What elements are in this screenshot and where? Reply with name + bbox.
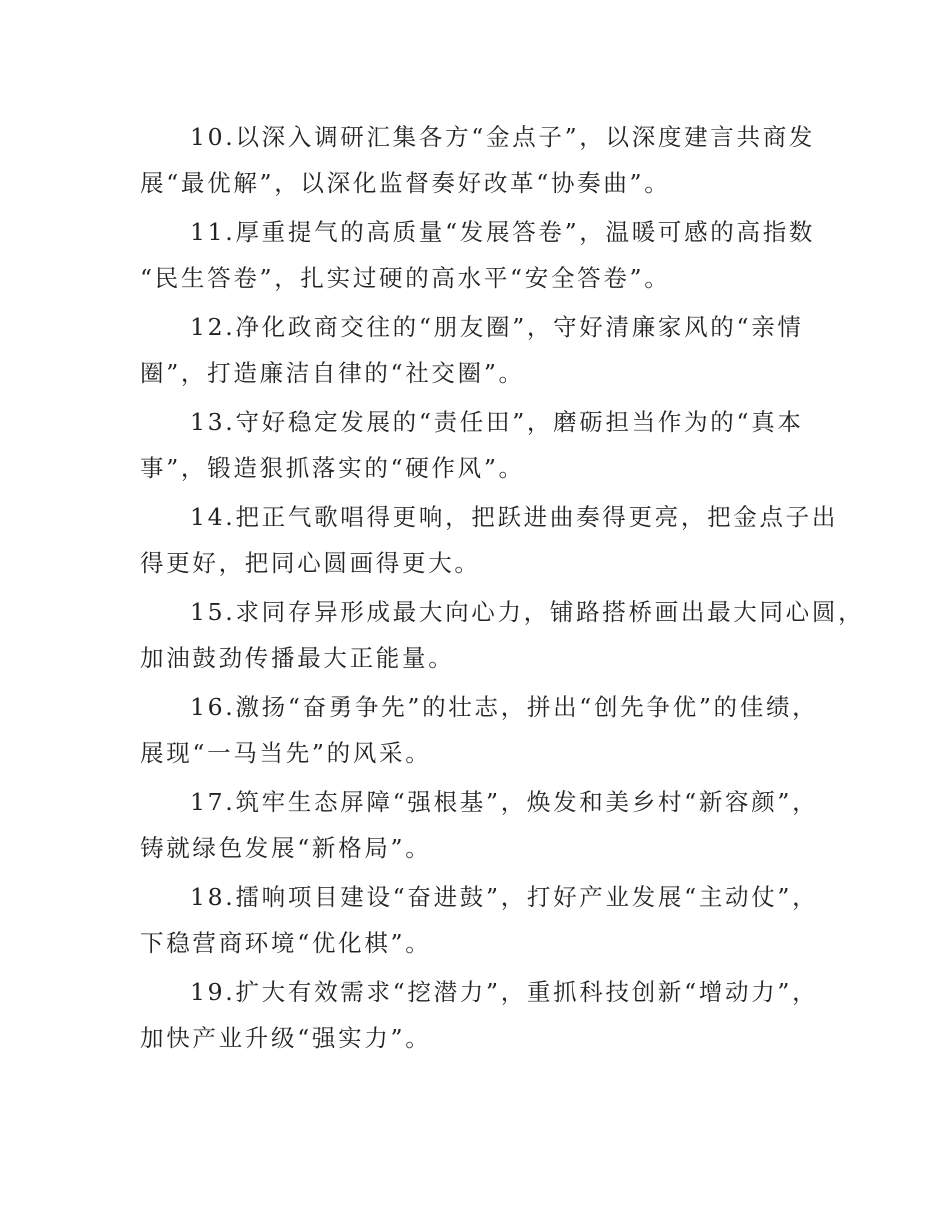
paragraph-line (140, 255, 812, 301)
paragraph-number: 17. (190, 788, 236, 816)
paragraph-line (140, 635, 812, 681)
paragraph-line (140, 825, 812, 871)
paragraph-line (140, 589, 865, 635)
paragraph-12 (140, 304, 812, 396)
paragraph-text: 以深入调研汇集各方“金点子”，以深度建言共商发 (235, 123, 816, 151)
paragraph-text: 把正气歌唱得更响，把跃进曲奏得更亮，把金点子出 (235, 503, 839, 531)
paragraph-text: 求同存异形成最大向心力，铺路搭桥画出最大同心圆， (235, 598, 865, 626)
paragraph-line (140, 494, 839, 540)
paragraph-number: 16. (190, 693, 236, 721)
paragraph-text: 展现“一马当先”的风采。 (140, 739, 432, 767)
paragraph-text: 激扬“奋勇争先”的壮志，拼出“创先争优”的佳绩， (235, 693, 819, 721)
paragraph-text: 展“最优解”，以深化监督奏好改革“协奏曲”。 (140, 169, 671, 197)
paragraph-text: 加快产业升级“强实力”。 (140, 1024, 432, 1052)
paragraph-line (140, 399, 812, 445)
paragraph-number: 13. (190, 408, 236, 436)
paragraph-line (140, 304, 812, 350)
paragraph-line (140, 684, 819, 730)
paragraph-text: “民生答卷”，扎实过硬的高水平“安全答卷”。 (140, 264, 671, 292)
paragraph-text: 扩大有效需求“挖潜力”，重抓科技创新“增动力”， (235, 978, 819, 1006)
paragraph-16 (140, 684, 819, 776)
paragraph-18 (140, 874, 819, 966)
paragraph-line (140, 969, 819, 1015)
paragraph-text: 净化政商交往的“朋友圈”，守好清廉家风的“亲情 (235, 313, 804, 341)
paragraph-line (140, 350, 812, 396)
paragraph-line (140, 730, 812, 776)
paragraph-number: 12. (190, 313, 236, 341)
paragraph-15 (140, 589, 865, 681)
paragraph-text: 守好稳定发展的“责任田”，磨砺担当作为的“真本 (235, 408, 804, 436)
paragraph-line (140, 445, 812, 491)
paragraph-line (140, 1015, 812, 1061)
paragraph-line (140, 779, 819, 825)
paragraph-19 (140, 969, 819, 1061)
paragraph-14 (140, 494, 839, 586)
paragraph-number: 10. (190, 123, 236, 151)
paragraph-text: 筑牢生态屏障“强根基”，焕发和美乡村“新容颜”， (235, 788, 819, 816)
paragraph-text: 加油鼓劲传播最大正能量。 (140, 644, 455, 672)
paragraph-11 (140, 209, 816, 301)
paragraph-text: 下稳营商环境“优化棋”。 (140, 929, 432, 957)
paragraph-13 (140, 399, 812, 491)
paragraph-line (140, 920, 812, 966)
paragraph-line (140, 114, 816, 160)
paragraph-number: 11. (190, 218, 236, 246)
paragraph-number: 18. (190, 883, 236, 911)
paragraph-10 (140, 114, 816, 206)
paragraph-line (140, 540, 812, 586)
paragraph-number: 19. (190, 978, 236, 1006)
paragraph-text: 擂响项目建设“奋进鼓”，打好产业发展“主动仗”， (235, 883, 819, 911)
paragraph-line (140, 209, 816, 255)
paragraph-line (140, 160, 812, 206)
paragraph-text: 厚重提气的高质量“发展答卷”，温暖可感的高指数 (235, 218, 816, 246)
paragraph-number: 15. (190, 598, 236, 626)
paragraph-17 (140, 779, 819, 871)
paragraph-text: 铸就绿色发展“新格局”。 (140, 834, 432, 862)
paragraph-line (140, 874, 819, 920)
paragraph-text: 得更好，把同心圆画得更大。 (140, 549, 481, 577)
paragraph-number: 14. (190, 503, 236, 531)
paragraph-text: 圈”，打造廉洁自律的“社交圈”。 (140, 359, 525, 387)
paragraph-text: 事”，锻造狠抓落实的“硬作风”。 (140, 454, 525, 482)
document-body (140, 114, 865, 1064)
